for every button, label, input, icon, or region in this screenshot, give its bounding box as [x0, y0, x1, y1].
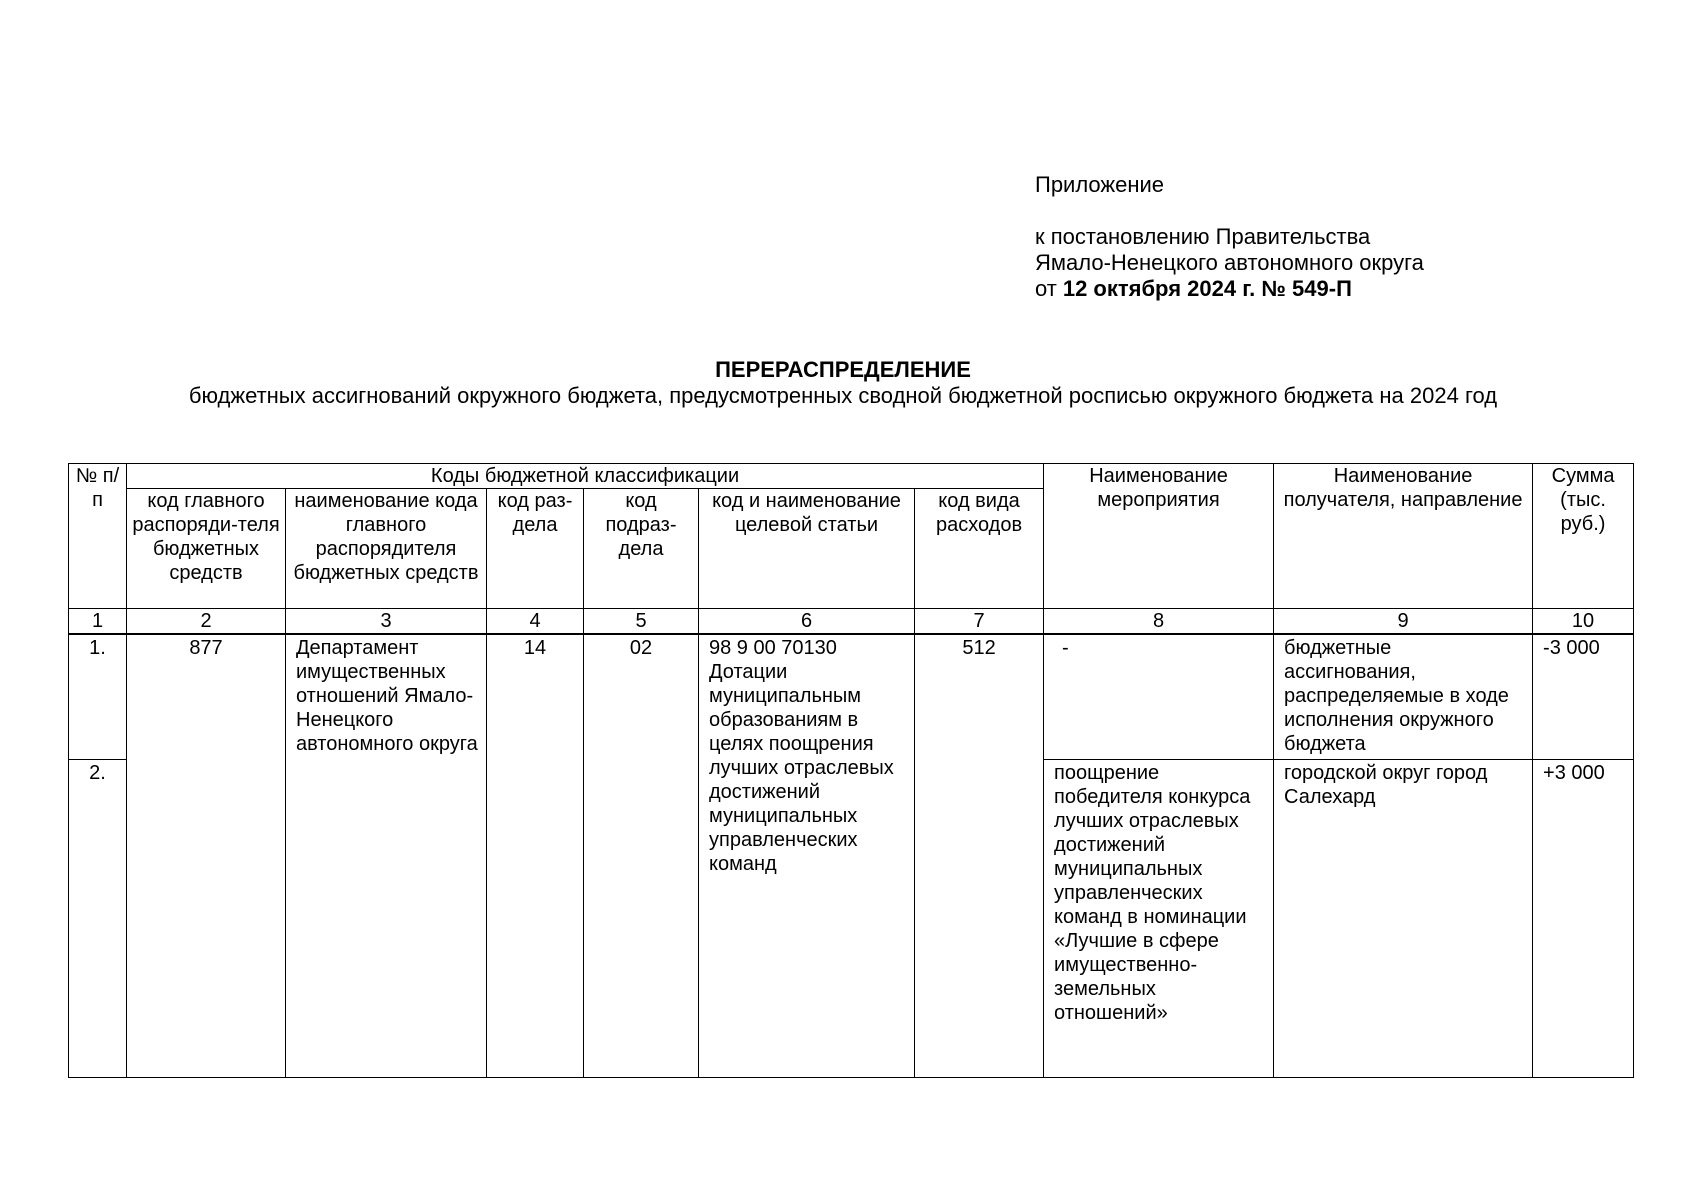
redistribution-table — [68, 463, 1634, 1078]
column-number: 9 — [1274, 609, 1533, 635]
section-cell: 14 — [487, 634, 584, 1078]
column-number-row — [69, 609, 1634, 635]
appendix-date-line — [1035, 276, 1424, 302]
header-row-top — [69, 464, 1634, 489]
sum-cell: +3 000 — [1533, 760, 1634, 1078]
column-number: 4 — [487, 609, 584, 635]
appendix-region-line: Ямало-Ненецкого автономного округа — [1035, 250, 1424, 275]
header-subsection: код подраз-дела — [584, 489, 699, 609]
appendix-gap — [1035, 198, 1424, 224]
main-admin-name-cell: Департамент имущественных отношений Ямало-Ненецкого автономного округа — [286, 634, 487, 1078]
document-heading — [0, 357, 1698, 409]
row-number: 2. — [69, 760, 127, 1078]
header-sum: Сумма (тыс. руб.) — [1533, 464, 1634, 609]
appendix-date-prefix: от — [1035, 276, 1057, 301]
column-number: 8 — [1044, 609, 1274, 635]
header-main-admin-name: наименование кода главного распорядителя бюджетных средств — [286, 489, 487, 609]
recipient-cell: бюджетные ассигнования, распределяемые в ходе исполнения окружного бюджета — [1274, 634, 1533, 760]
target-cell: 98 9 00 70130 Дотации муниципальным образованиям в целях поощрения лучших отраслевых достижений муниципальных управленческих команд — [699, 634, 915, 1078]
row-number: 1. — [69, 634, 127, 760]
appendix-date-number: 12 октября 2024 г. № 549-П — [1062, 276, 1352, 301]
header-target: код и наименование целевой статьи — [699, 489, 915, 609]
document-title: ПЕРЕРАСПРЕДЕЛЕНИЕ — [715, 357, 971, 382]
header-recipient: Наименование получателя, направление — [1274, 464, 1533, 609]
header-main-admin-code: код главного распоряди-теля бюджетных средств — [127, 489, 286, 609]
column-number: 2 — [127, 609, 286, 635]
table-row — [69, 634, 1634, 760]
header-codes-group: Коды бюджетной классификации — [127, 464, 1044, 489]
event-cell: - — [1044, 634, 1274, 760]
header-no: № п/п — [69, 464, 127, 609]
document-subtitle: бюджетных ассигнований окружного бюджета, предусмотренных сводной бюджетной росписью окружного бюджета на 2024 год — [188, 383, 1498, 408]
event-cell: поощрение победителя конкурса лучших отраслевых достижений муниципальных управленческих команд в номинации «Лучшие в сфере имущественно-земельных отношений» — [1044, 760, 1274, 1078]
column-number: 3 — [286, 609, 487, 635]
column-number: 1 — [69, 609, 127, 635]
header-section: код раз-дела — [487, 489, 584, 609]
appendix-resolution-line: к постановлению Правительства — [1035, 224, 1371, 249]
column-number: 5 — [584, 609, 699, 635]
recipient-cell: городской округ город Салехард — [1274, 760, 1533, 1078]
column-number: 7 — [915, 609, 1044, 635]
column-number: 6 — [699, 609, 915, 635]
column-number: 10 — [1533, 609, 1634, 635]
subsection-cell: 02 — [584, 634, 699, 1078]
header-expense-type: код вида расходов — [915, 489, 1044, 609]
appendix-block — [1035, 172, 1424, 302]
main-admin-code-cell: 877 — [127, 634, 286, 1078]
header-event: Наименование мероприятия — [1044, 464, 1274, 609]
appendix-label: Приложение — [1035, 172, 1165, 197]
expense-type-cell: 512 — [915, 634, 1044, 1078]
sum-cell: -3 000 — [1533, 634, 1634, 760]
